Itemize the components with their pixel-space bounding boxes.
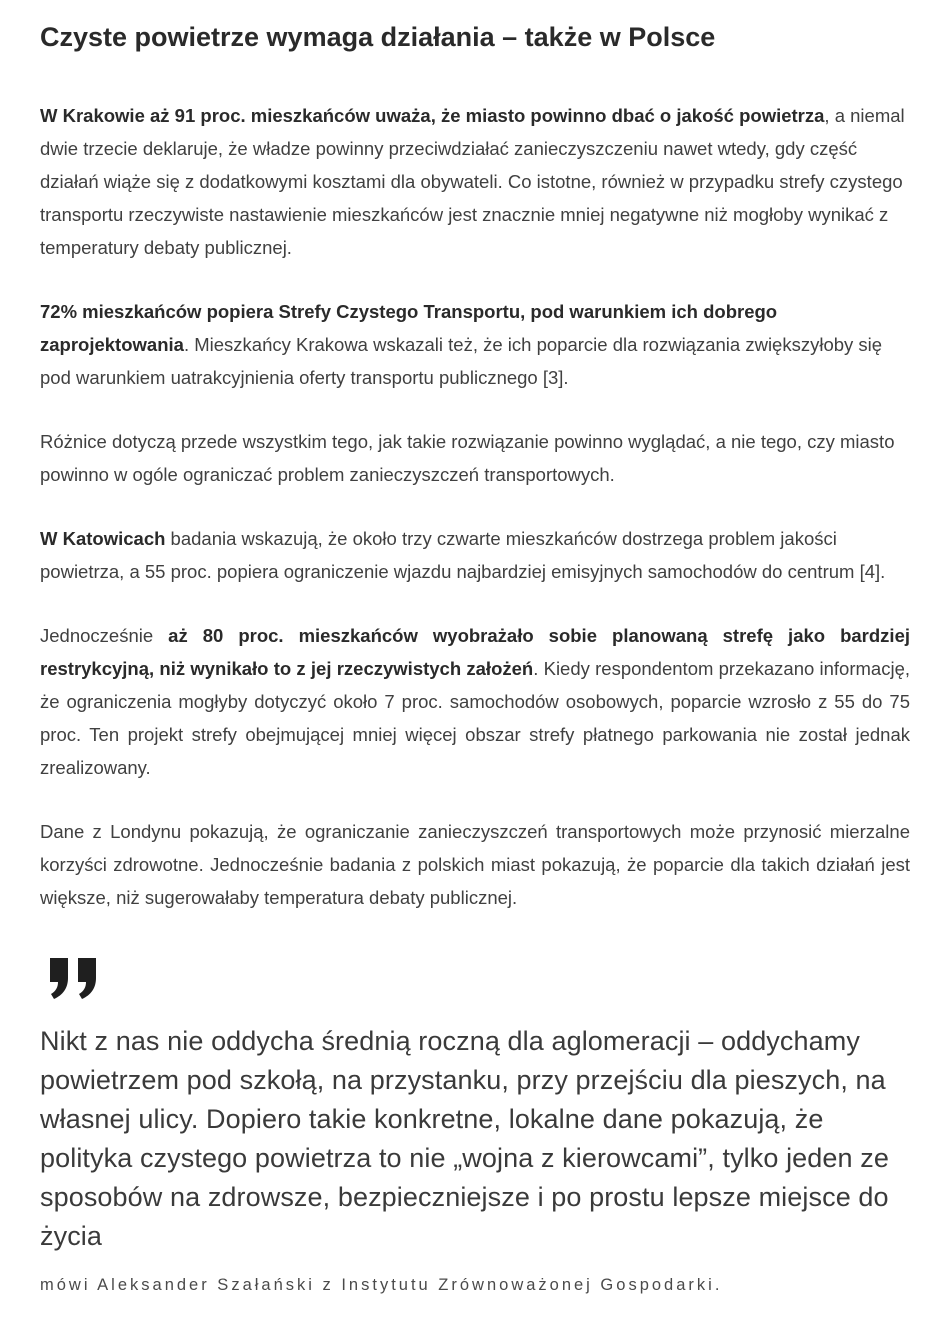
paragraph-sct-support [40,295,910,394]
paragraph-text: Jednocześnie [40,625,169,646]
paragraph-text: , a niemal dwie trzecie deklaruje, że władze powinny przeciwdziałać zanieczyszczeniu nawet wtedy, gdy część działań wiąże się z dodatkowymi kosztami dla obywateli. Co istotne, również w przypadku strefy czystego transportu rzeczywiste nastawienie mieszkańców jest znacznie mniej negatywne niż mogłoby wynikać z temperatury debaty publicznej. [40,105,905,258]
quote-attribution: mówi Aleksander Szałański z Instytutu Zrównoważonej Gospodarki. [40,1276,723,1294]
paragraph-bold: W Krakowie aż 91 proc. mieszkańców uważa, że miasto powinno dbać o jakość powietrza [40,105,825,126]
paragraph-differences: Różnice dotyczą przede wszystkim tego, jak takie rozwiązanie powinno wyglądać, a nie tego, czy miasto powinno w ogóle ograniczać problem zanieczyszczeń transportowych. [40,431,895,485]
paragraph-restrictive [40,619,910,784]
pull-quote [40,956,910,1295]
paragraph-text: . Mieszkańcy Krakowa wskazali też, że ich poparcie dla rozwiązania zwiększyłoby się pod warunkiem uatrakcyjnienia oferty transportu publicznego [3]. [40,334,883,388]
paragraph-text: badania wskazują, że około trzy czwarte mieszkańców dostrzega problem jakości powietrza, a 55 proc. popiera ograniczenie wjazdu najbardziej emisyjnych samochodów do centrum [4]. [40,528,886,582]
paragraph-bold: aż 80 proc. mieszkańców wyobrażało sobie planowaną strefę jako bardziej restrykcyjną, niż wynikało to z jej rzeczywistych założeń [40,625,911,679]
paragraph-krakow [40,99,910,264]
quote-text: Nikt z nas nie oddycha średnią roczną dla aglomeracji – oddychamy powietrzem pod szkołą, na przystanku, przy przejściu dla pieszych, na własnej ulicy. Dopiero takie konkretne, lokalne dane pokazują, że polityka czystego powietrza to nie „wojna z kierowcami”, tylko jeden ze sposobów na zdrowsze, bezpieczniejsze i po prostu lepsze miejsce do życia [40,1026,889,1251]
paragraph-bold: W Katowicach [40,528,166,549]
paragraph-katowice [40,522,910,588]
article-title: Czyste powietrze wymaga działania – także w Polsce [40,22,716,52]
paragraph-london: Dane z Londynu pokazują, że ograniczanie zanieczyszczeń transportowych może przynosić mierzalne korzyści zdrowotne. Jednocześnie badania z polskich miast pokazują, że poparcie dla takich działań jest większe, niż sugerowałaby temperatura debaty publicznej. [40,821,910,908]
paragraph-bold: 72% mieszkańców popiera Strefy Czystego Transportu, pod warunkiem ich dobrego zaprojektowania [40,301,778,355]
paragraph-text: . Kiedy respondentom przekazano informację, że ograniczenia mogłyby dotyczyć około 7 proc. samochodów osobowych, poparcie wzrosło z 55 do 75 proc. Ten projekt strefy obejmującej mniej więcej obszar strefy płatnego parkowania nie został jednak zrealizowany. [40,658,910,778]
quote-mark-icon [46,956,102,1000]
